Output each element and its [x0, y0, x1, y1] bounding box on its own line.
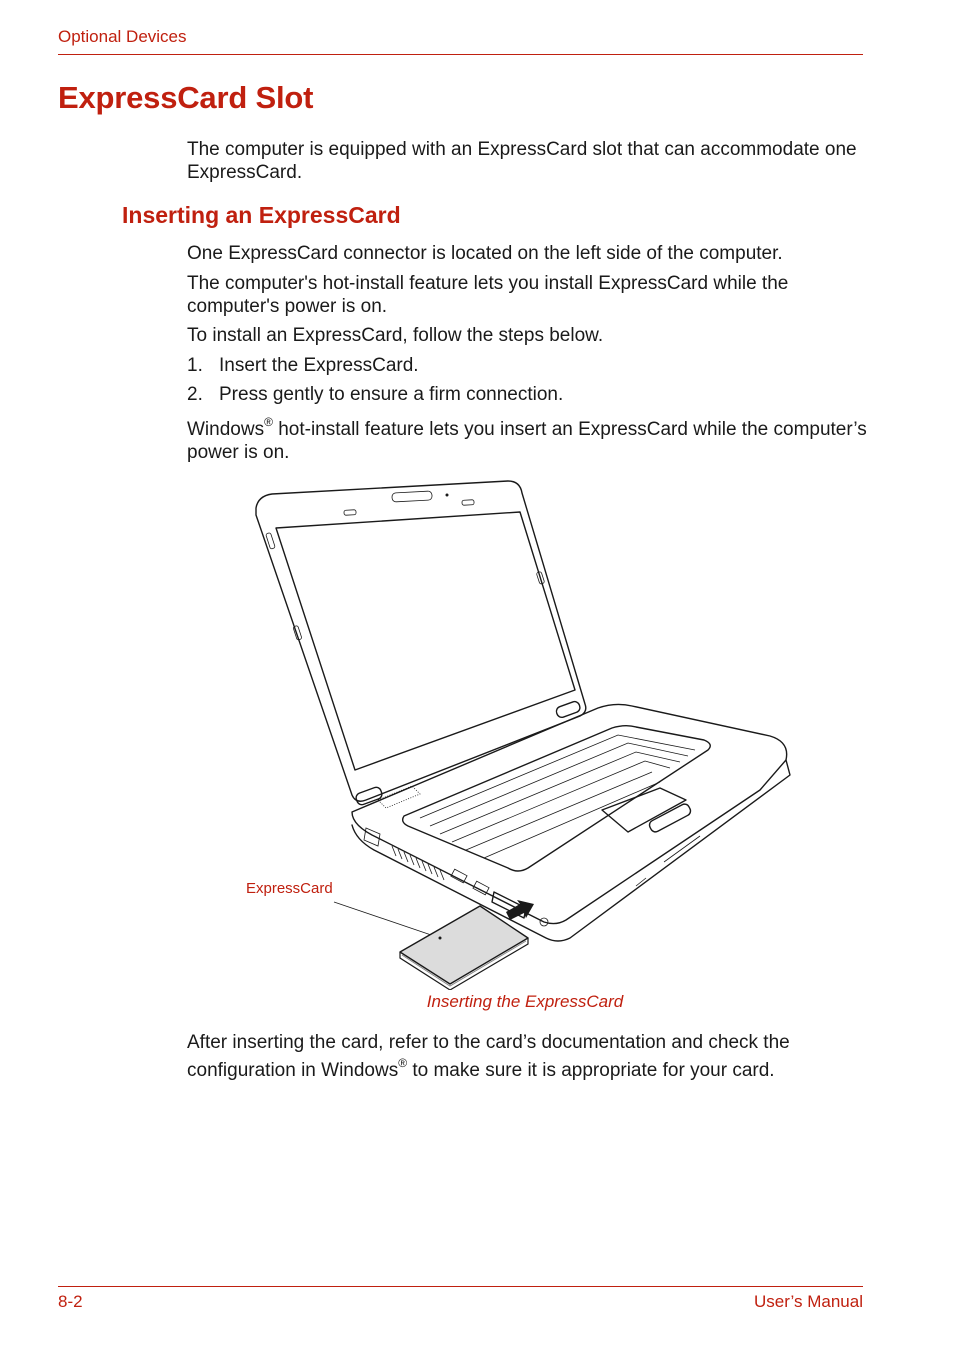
windows-note — [187, 414, 867, 464]
note-text-pre: Windows — [187, 419, 265, 440]
step-item — [187, 383, 867, 406]
note-text-post: hot-install feature lets you insert an ExpressCard while the computer’s power is on. — [187, 419, 867, 463]
paragraph-steps-intro: To install an ExpressCard, follow the steps below. — [187, 325, 604, 346]
section-heading: Inserting an ExpressCard — [122, 202, 401, 228]
paragraph-hot-install: The computer's hot-install feature lets you install ExpressCard while the computer's power is on. — [187, 273, 789, 317]
laptop-illustration — [240, 478, 800, 990]
manual-name: User’s Manual — [754, 1292, 863, 1311]
step-text: Insert the ExpressCard. — [219, 355, 419, 376]
step-number: 1. — [187, 355, 203, 376]
step-item — [187, 354, 867, 377]
running-header: Optional Devices — [58, 27, 187, 46]
step-number: 2. — [187, 384, 203, 405]
header-rule — [58, 54, 863, 55]
paragraph-connector: One ExpressCard connector is located on the left side of the computer. — [187, 243, 783, 264]
keyboard-keys — [420, 735, 695, 858]
intro-paragraph: The computer is equipped with an ExpressCard slot that can accommodate one ExpressCard. — [187, 139, 857, 183]
step-text: Press gently to ensure a firm connection. — [219, 384, 564, 405]
after-insert-paragraph — [187, 1029, 867, 1085]
insert-arrow-icon — [506, 900, 534, 920]
page-title: ExpressCard Slot — [58, 80, 314, 115]
registered-mark: ® — [398, 1055, 408, 1070]
after-text-pre: After inserting the card, refer to the card’s documentation and check the configuration in Windows — [187, 1032, 790, 1081]
footer-rule — [58, 1286, 863, 1287]
after-text-post: to make sure it is appropriate for your card. — [407, 1060, 775, 1081]
figure-callout-label: ExpressCard — [246, 880, 333, 897]
page-number: 8-2 — [58, 1292, 83, 1311]
registered-mark: ® — [264, 414, 273, 429]
figure-caption: Inserting the ExpressCard — [426, 992, 624, 1011]
